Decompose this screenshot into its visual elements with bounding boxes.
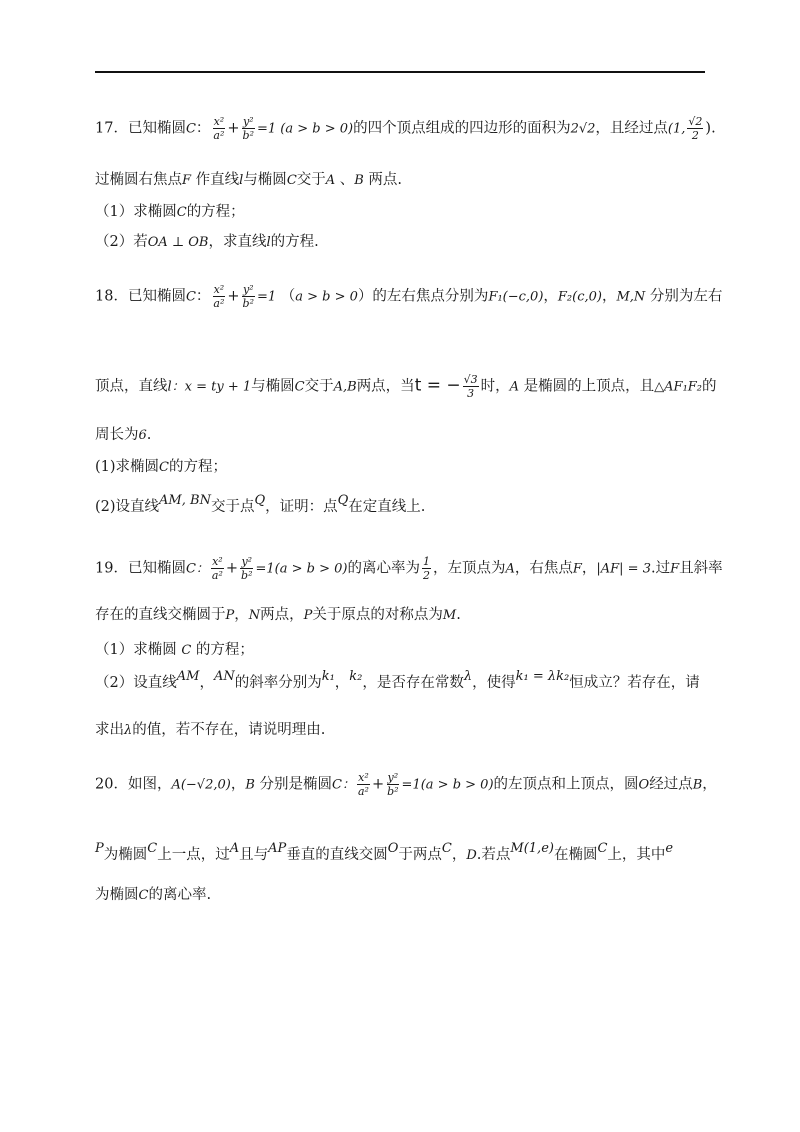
fraction	[242, 115, 255, 142]
fraction-denominator: 2	[691, 129, 699, 142]
math-expression: AN	[213, 669, 235, 684]
problem-18-line-3	[95, 425, 710, 446]
text-segment: ，求直线	[208, 234, 267, 250]
text-segment: 的方程；	[186, 204, 245, 220]
text-segment: 在定直线上.	[348, 499, 426, 515]
text-segment: 18．已知椭圆	[95, 288, 186, 305]
text-segment: 为椭圆	[95, 887, 139, 903]
problem-19-line-1	[95, 555, 723, 582]
text-segment: 的值，若不存在，请说明理由.	[132, 722, 326, 738]
math-expression: C	[294, 379, 305, 395]
text-segment: ，	[702, 776, 717, 793]
math-expression: Q	[254, 493, 266, 508]
math-expression: =1(a > b > 0)	[255, 561, 348, 577]
fraction-denominator: 3	[467, 387, 475, 400]
fraction-denominator: a²	[357, 785, 369, 798]
text-segment: ）的左右焦点分别为	[357, 288, 489, 305]
text-segment: （1）求椭圆	[95, 204, 177, 220]
fraction-denominator: b²	[242, 297, 254, 310]
text-segment: .过	[650, 560, 671, 577]
text-segment: ，左顶点为	[432, 560, 506, 577]
problem-19-line-4	[95, 669, 710, 694]
text-segment: 、	[335, 172, 355, 188]
math-expression: C	[159, 460, 169, 475]
text-segment: .若点	[476, 847, 511, 863]
math-expression: AM, BN	[159, 493, 211, 508]
text-segment: ，	[234, 607, 249, 623]
fraction-denominator: a²	[213, 297, 225, 310]
text-segment: 17．已知椭圆	[95, 120, 186, 137]
math-expression: C	[597, 841, 608, 856]
math-expression: M,N	[616, 289, 646, 305]
math-expression: Q	[337, 493, 349, 508]
fraction	[463, 373, 479, 400]
math-expression: AP	[268, 841, 287, 856]
text-segment: ，	[543, 288, 558, 305]
math-expression: C	[176, 205, 187, 220]
fraction-denominator: a²	[213, 129, 225, 142]
fraction-numerator: 1	[422, 555, 430, 568]
math-expression: C	[138, 888, 149, 903]
problem-18-line-5	[95, 493, 710, 518]
problem-17-line-2	[95, 170, 710, 191]
text-segment: 两点，	[260, 607, 304, 623]
math-expression: C	[441, 841, 452, 856]
text-segment: 时，	[480, 378, 510, 395]
text-segment: t = −	[414, 375, 461, 396]
text-segment: （	[276, 288, 296, 305]
text-segment: 在椭圆	[553, 847, 598, 863]
text-segment: ，	[581, 560, 597, 577]
text-segment: 与椭圆	[251, 378, 295, 395]
fraction-numerator: x²	[212, 555, 223, 568]
fraction	[212, 283, 225, 310]
math-expression: =1	[256, 121, 277, 137]
text-segment: 过椭圆右焦点	[95, 172, 182, 188]
fraction-denominator: a²	[211, 569, 223, 582]
math-expression: C：	[332, 777, 355, 793]
text-segment: 的方程.	[270, 234, 319, 250]
text-segment: 的方程；	[169, 459, 227, 475]
problem-19-line-5	[95, 720, 710, 741]
math-expression: AM	[176, 669, 200, 684]
problem-18-line-2	[95, 373, 717, 400]
fraction	[211, 555, 224, 582]
math-expression: 6	[138, 428, 147, 443]
text-segment: ).	[705, 120, 716, 137]
math-expression: l	[266, 235, 271, 250]
problem-17-line-1	[95, 115, 716, 142]
math-expression: △AF₁F₂	[654, 379, 703, 395]
math-expression: F	[572, 561, 582, 577]
text-segment: 且与	[239, 847, 269, 863]
problem-17-line-4	[95, 232, 710, 253]
math-expression: A	[229, 841, 240, 856]
text-segment: +	[371, 776, 385, 793]
text-segment: ，且经过点	[595, 120, 668, 137]
problem-20-line-2	[95, 841, 710, 866]
text-segment: 顶点，直线	[95, 378, 168, 395]
text-segment: .	[456, 607, 461, 623]
math-expression: B	[692, 777, 703, 793]
text-segment: ，右焦点	[514, 560, 573, 577]
text-segment: +	[227, 120, 240, 137]
text-segment: 上一点，过	[157, 847, 230, 863]
problem-20-line-3	[95, 885, 710, 906]
fraction-numerator: x²	[213, 283, 225, 296]
text-segment: 是椭圆的上顶点，且	[519, 378, 655, 395]
math-expression: F	[182, 173, 192, 188]
math-expression: |AF| = 3	[596, 561, 651, 577]
math-expression: =1(a > b > 0)	[401, 777, 494, 793]
text-segment: 且斜率	[679, 560, 723, 577]
fraction-numerator: x²	[213, 115, 225, 128]
text-segment: 经过点	[649, 776, 693, 793]
problem-19-line-2	[95, 605, 710, 626]
text-segment: 分别为左右	[645, 288, 723, 305]
math-expression: A	[509, 379, 520, 395]
problem-17-line-3	[95, 202, 710, 223]
math-expression: P	[225, 608, 235, 623]
text-segment: 于两点	[398, 847, 442, 863]
math-expression: B	[245, 777, 255, 793]
text-segment: 垂直的直线交圆	[286, 847, 388, 863]
math-expression: C：	[185, 561, 209, 577]
math-expression: F₁(−c,0)	[488, 289, 544, 305]
fraction	[357, 771, 370, 798]
text-segment: 两点，当	[356, 378, 415, 395]
fraction-numerator: √3	[463, 373, 478, 386]
fraction	[242, 283, 255, 310]
fraction-denominator: b²	[241, 569, 253, 582]
math-expression: =1	[256, 289, 277, 305]
text-segment: ：	[195, 120, 211, 137]
text-segment: 的方程；	[191, 642, 254, 658]
math-expression: C	[286, 173, 297, 188]
text-segment: 的	[702, 378, 717, 395]
header-rule	[95, 71, 705, 73]
math-expression: k₁	[321, 669, 335, 684]
problem-20-line-1	[95, 771, 717, 798]
text-segment: +	[227, 288, 240, 305]
math-expression: O	[638, 777, 650, 793]
math-expression: P	[95, 841, 104, 856]
math-expression: M	[442, 608, 457, 623]
math-expression: C	[185, 289, 196, 305]
math-expression: C	[185, 121, 196, 137]
text-segment: 恒成立？若存在，请	[569, 675, 700, 691]
math-expression: l	[239, 173, 244, 188]
fraction	[240, 555, 253, 582]
math-expression: k₁ = λk₂	[515, 669, 570, 684]
math-expression: M(1,e)	[510, 841, 554, 856]
text-segment: 的左顶点和上顶点，圆	[493, 776, 639, 793]
text-segment: 上，其中	[607, 847, 666, 863]
math-expression: λ	[463, 669, 473, 684]
text-segment: 交于点	[210, 499, 255, 515]
text-segment: ，	[230, 776, 246, 793]
math-expression: A	[325, 173, 336, 188]
text-segment: 分别是椭圆	[254, 776, 333, 793]
math-expression: (1,	[667, 121, 686, 137]
text-segment: ，证明：点	[265, 499, 338, 515]
text-segment: 的四个顶点组成的四边形的面积为	[353, 120, 571, 137]
math-expression: A(−√2,0)	[171, 777, 231, 793]
text-segment: 的离心率.	[148, 887, 212, 903]
fraction	[212, 115, 225, 142]
text-segment: ：	[195, 288, 211, 305]
text-segment: 关于原点的对称点为	[312, 607, 443, 623]
text-segment: ，	[199, 675, 214, 691]
text-segment: 的斜率分别为	[234, 675, 322, 691]
math-expression: 2√2	[570, 121, 596, 137]
math-expression: l：x = ty + 1	[167, 379, 252, 395]
math-expression: (a > b > 0)	[276, 121, 354, 137]
problem-18-line-4	[95, 457, 710, 478]
fraction	[386, 771, 399, 798]
text-segment: 两点.	[363, 172, 403, 188]
problem-19-line-3	[95, 640, 710, 661]
fraction-numerator: √2	[688, 115, 703, 128]
fraction-numerator: y²	[242, 115, 254, 128]
fraction	[422, 555, 431, 582]
math-expression: N	[248, 608, 261, 623]
text-segment: （2）设直线	[95, 675, 177, 691]
text-segment: ，是否存在常数	[362, 675, 464, 691]
text-segment: .	[146, 427, 152, 443]
fraction-denominator: b²	[242, 129, 254, 142]
text-segment: 求出	[95, 722, 124, 738]
fraction-numerator: x²	[358, 771, 369, 784]
text-segment: 作直线	[191, 172, 240, 188]
fraction-numerator: y²	[387, 771, 399, 784]
math-expression: P	[303, 608, 313, 623]
math-expression: e	[665, 841, 674, 856]
problem-18-line-1	[95, 283, 723, 310]
text-segment: （2）若	[95, 234, 148, 250]
math-expression: O	[387, 841, 399, 856]
text-segment: ，	[334, 675, 350, 691]
text-segment: （1）求椭圆	[95, 642, 182, 658]
math-expression: a > b > 0	[295, 289, 358, 305]
math-expression: B	[354, 173, 364, 188]
math-expression: OA ⊥ OB	[147, 235, 209, 250]
math-expression: λ	[124, 723, 133, 738]
math-expression: A,B	[333, 379, 357, 395]
text-segment: ，	[601, 288, 617, 305]
text-segment: 为椭圆	[103, 847, 148, 863]
math-expression: F	[670, 561, 680, 577]
text-segment: ，	[451, 847, 467, 863]
math-expression: k₂	[349, 669, 363, 684]
text-segment: 与椭圆	[243, 172, 287, 188]
fraction-denominator: b²	[387, 785, 399, 798]
text-segment: 周长为	[95, 427, 139, 443]
math-expression: C	[181, 643, 192, 658]
text-segment: 存在的直线交椭圆于	[95, 607, 226, 623]
text-segment: (2)设直线	[95, 499, 160, 515]
text-segment: +	[225, 560, 239, 577]
fraction-numerator: y²	[241, 555, 253, 568]
math-expression: F₂(c,0)	[557, 289, 602, 305]
math-expression: D	[466, 848, 477, 863]
math-expression: C	[147, 841, 158, 856]
fraction-denominator: 2	[422, 569, 430, 582]
text-segment: ，使得	[472, 675, 516, 691]
text-segment: 19．已知椭圆	[95, 560, 186, 577]
text-segment: 交于	[296, 172, 326, 188]
text-segment: 的离心率为	[347, 560, 420, 577]
text-segment: (1)求椭圆	[95, 459, 160, 475]
fraction	[687, 115, 703, 142]
text-segment: 交于	[304, 378, 334, 395]
text-segment: 20．如图，	[95, 776, 172, 793]
fraction-numerator: y²	[242, 283, 254, 296]
math-expression: A	[505, 561, 515, 577]
